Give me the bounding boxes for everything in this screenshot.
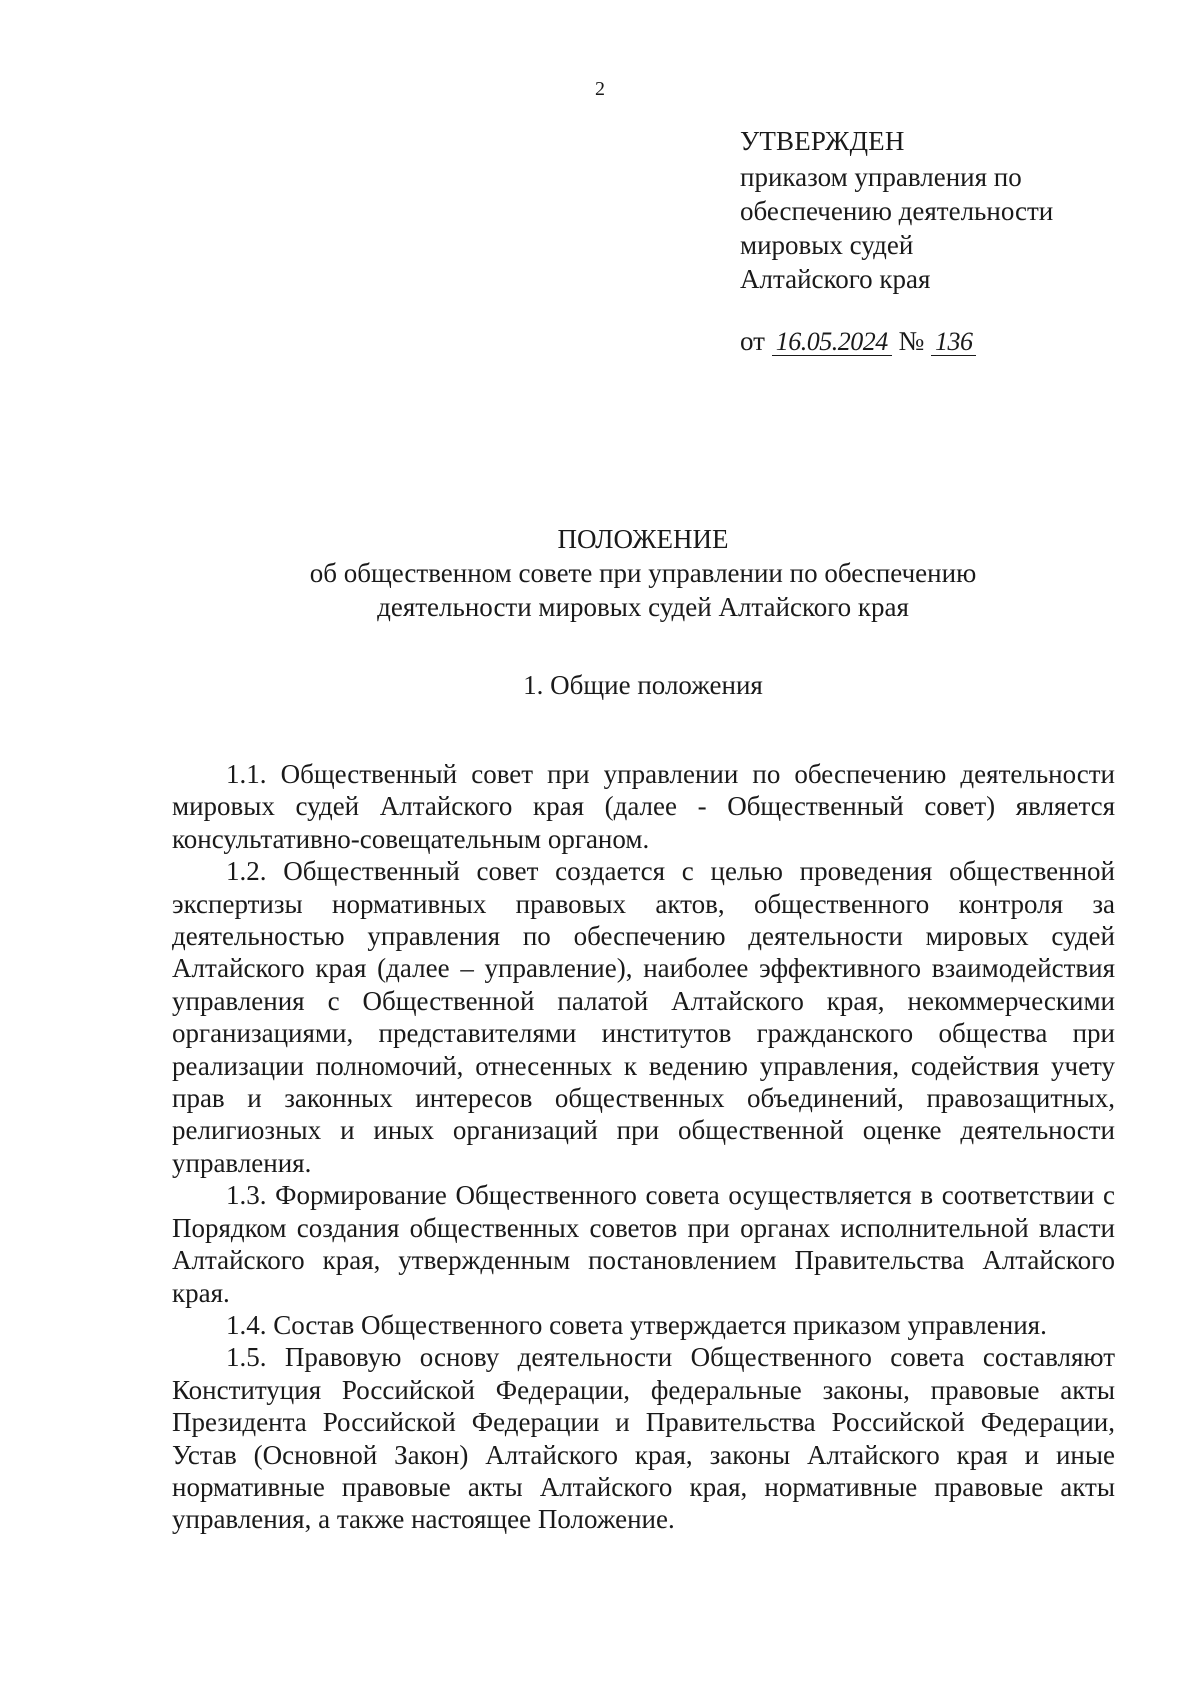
document-body — [172, 758, 1115, 1536]
paragraph: 1.2. Общественный совет создается с целью проведения общественной экспертизы нормативных правовых актов, общественного контроля за деятельностью управления по обеспечению деятельности мировых судей Алтайского края (далее – управление), наиболее эффективного взаимодействия управления с Общественной палатой Алтайского края, некоммерческими организациями, представителями институтов гражданского общества при реализации полномочий, отнесенных к ведению управления, содействия учету прав и законных интересов общественных объединений, правозащитных, религиозных и иных организаций при общественной оценке деятельности управления. — [172, 856, 1115, 1178]
paragraph: 1.4. Состав Общественного совета утверждается приказом управления. — [226, 1309, 1047, 1340]
title-line: деятельности мировых судей Алтайского края — [377, 592, 909, 622]
paragraph: 1.3. Формирование Общественного совета осуществляется в соответствии с Порядком создания общественных советов при органах исполнительной власти Алтайского края, утвержденным постановлением Правительства Алтайского края. — [172, 1180, 1115, 1308]
approval-line: приказом управления по — [740, 162, 1022, 192]
number-prefix: № — [898, 326, 925, 356]
section-title: 1. Общие положения — [523, 670, 763, 700]
paragraph: 1.5. Правовую основу деятельности Общественного совета составляют Конституция Российской Федерации, федеральные законы, правовые акты Президента Российской Федерации и Правительства Российской Федерации, Устав (Основной Закон) Алтайского края, законы Алтайского края и иные нормативные правовые акты Алтайского края, нормативные правовые акты управления, а также настоящее Положение. — [172, 1342, 1115, 1535]
date-prefix: от — [740, 326, 765, 356]
approval-heading: УТВЕРЖДЕН — [740, 126, 905, 156]
approval-date-line — [740, 324, 1160, 358]
paragraph: 1.1. Общественный совет при управлении по обеспечению деятельности мировых судей Алтайского края (далее - Общественный совет) является консультативно-совещательным органом. — [172, 759, 1115, 854]
title-line: об общественном совете при управлении по обеспечению — [309, 558, 977, 588]
handwritten-date: 16.05.2024 — [772, 329, 892, 356]
document-title — [160, 522, 1126, 624]
approval-block — [740, 124, 1160, 358]
approval-line: Алтайского края — [740, 264, 931, 294]
page-number: 2 — [595, 78, 605, 100]
approval-line: обеспечению деятельности — [740, 196, 1054, 226]
title-heading: ПОЛОЖЕНИЕ — [557, 524, 729, 554]
approval-line: мировых судей — [740, 230, 914, 260]
handwritten-number: 136 — [931, 329, 977, 356]
